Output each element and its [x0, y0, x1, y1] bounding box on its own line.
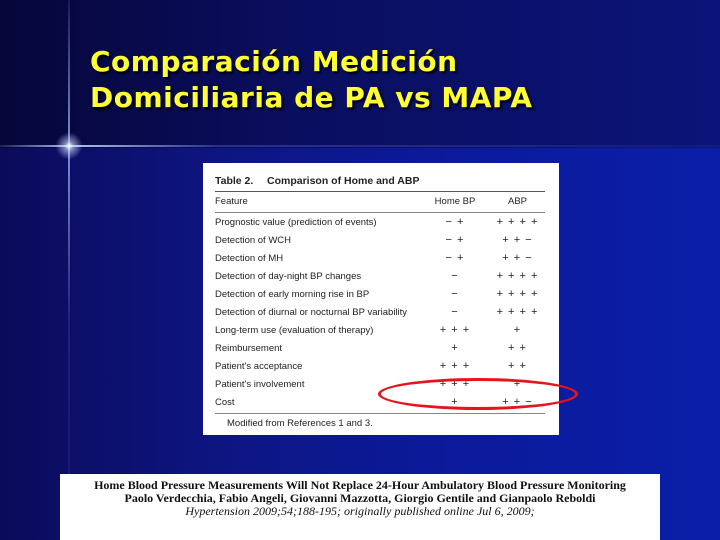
abp-cell: + + − — [502, 396, 533, 408]
table-row — [215, 321, 545, 339]
abp-cell: + + + + — [496, 216, 539, 228]
home-bp-cell: + — [451, 342, 459, 354]
reference-citation — [60, 474, 660, 540]
home-bp-cell: + + + — [439, 324, 471, 336]
table-row — [215, 339, 545, 357]
feature-cell: Prognostic value (prediction of events) — [215, 216, 377, 228]
abp-cell: + + + + — [496, 270, 539, 282]
highlight-ellipse — [378, 378, 578, 410]
feature-cell: Patient's involvement — [215, 378, 305, 390]
reference-journal: Hypertension 2009;54;188-195; originally published online Jul 6, 2009; — [185, 504, 535, 518]
feature-cell: Reimbursement — [215, 342, 283, 354]
sparkle-icon — [53, 130, 85, 162]
column-header-home-bp: Home BP — [434, 195, 476, 207]
home-bp-cell: − + — [445, 252, 465, 264]
home-bp-cell: − + — [445, 234, 465, 246]
feature-cell: Detection of day-night BP changes — [215, 270, 362, 282]
abp-cell: + + − — [502, 252, 533, 264]
abp-cell: + + + + — [496, 288, 539, 300]
decorative-vertical-line — [68, 0, 70, 540]
table-number: Table 2. — [215, 175, 254, 187]
slide-title-line-1: Comparación Medición — [90, 45, 458, 78]
feature-cell: Detection of WCH — [215, 234, 292, 246]
feature-cell: Detection of diurnal or nocturnal BP variability — [215, 306, 408, 318]
feature-cell: Long-term use (evaluation of therapy) — [215, 324, 374, 336]
home-bp-cell: − — [451, 270, 459, 282]
table-header-row — [215, 192, 545, 210]
reference-authors: Paolo Verdecchia, Fabio Angeli, Giovanni Mazzotta, Giorgio Gentile and Gianpaolo Reboldi — [124, 491, 596, 505]
reference-title: Home Blood Pressure Measurements Will Not Replace 24-Hour Ambulatory Blood Pressure Monitoring — [94, 478, 626, 492]
abp-cell: + — [513, 378, 522, 390]
column-header-abp: ABP — [507, 195, 527, 207]
home-bp-cell: + + + — [439, 378, 471, 390]
table-row — [215, 231, 545, 249]
feature-cell: Cost — [215, 396, 235, 408]
home-bp-cell: + — [451, 396, 459, 408]
home-bp-cell: + + + — [439, 360, 471, 372]
feature-cell: Detection of early morning rise in BP — [215, 288, 370, 300]
abp-cell: + + − — [502, 234, 533, 246]
slide-title-line-2: Domiciliaria de PA vs MAPA — [90, 81, 533, 114]
abp-cell: + — [513, 324, 522, 336]
table-row — [215, 285, 545, 303]
table-row — [215, 303, 545, 321]
home-bp-cell: − — [451, 306, 459, 318]
table-caption-text: Comparison of Home and ABP — [267, 175, 420, 187]
abp-cell: + + — [508, 342, 527, 354]
column-header-feature: Feature — [215, 195, 248, 207]
table-row — [215, 213, 545, 231]
table-caption — [215, 173, 545, 189]
abp-cell: + + — [508, 360, 527, 372]
feature-cell: Detection of MH — [215, 252, 284, 264]
home-bp-cell: − — [451, 288, 459, 300]
table-row — [215, 357, 545, 375]
table-bottom-rule — [215, 413, 545, 414]
table-row — [215, 267, 545, 285]
decorative-horizontal-line — [0, 145, 720, 147]
table-row — [215, 249, 545, 267]
home-bp-cell: − + — [445, 216, 465, 228]
abp-cell: + + + + — [496, 306, 539, 318]
table-note: Modified from References 1 and 3. — [227, 418, 373, 429]
slide-title — [90, 44, 700, 116]
feature-cell: Patient's acceptance — [215, 360, 303, 372]
